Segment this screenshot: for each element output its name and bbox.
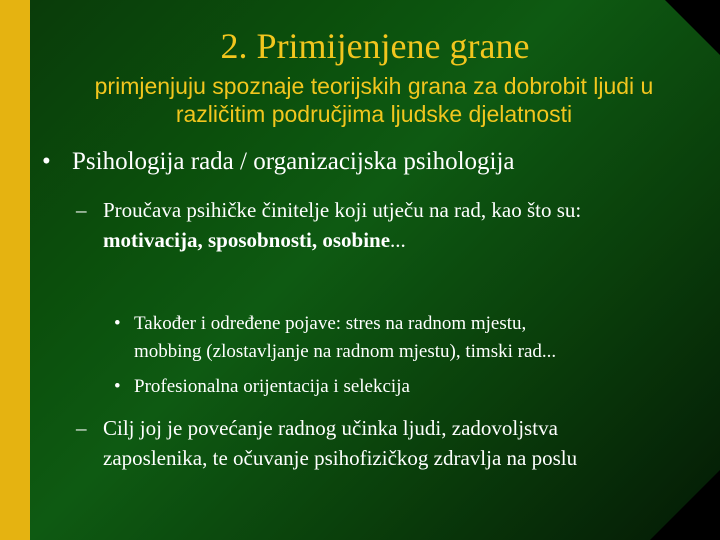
bold-keywords: motivacija, sposobnosti, osobine: [103, 228, 391, 252]
dash-marker: –: [76, 198, 87, 222]
subpoint-text: [103, 195, 703, 255]
subsub-text: [134, 310, 694, 366]
ellipsis: ...: [390, 228, 406, 252]
bullet-marker: •: [114, 376, 121, 397]
dash-marker: –: [76, 416, 87, 440]
subpoint-line-1: Cilj joj je povećanje radnog učinka ljudi, zadovoljstva: [103, 416, 558, 440]
subsub-line-1: Profesionalna orijentacija i selekcija: [134, 376, 410, 397]
subsub-text: [134, 373, 694, 401]
bullet-text: Psihologija rada / organizacijska psihologija: [72, 148, 515, 175]
subpoint-line-2: [103, 225, 703, 255]
accent-bar: [0, 0, 30, 540]
subtitle-line-1: primjenjuju spoznaje teorijskih grana za dobrobit ljudi u: [94, 73, 654, 99]
bullet-marker: •: [42, 148, 51, 175]
slide-title: 2. Primijenjene grane: [220, 26, 530, 66]
subsub-line-1: Također i određene pojave: stres na radnom mjestu,: [134, 313, 527, 334]
corner-decoration-bottom: [650, 470, 720, 540]
slide-subtitle: [38, 72, 710, 128]
bullet-marker: •: [114, 313, 121, 334]
subpoint-line-1: Proučava psihičke činitelje koji utječu na rad, kao što su:: [103, 198, 582, 222]
subsub-line-2: mobbing (zlostavljanje na radnom mjestu), timski rad...: [134, 341, 557, 362]
subtitle-line-2: različitim područjima ljudske djelatnosti: [175, 101, 573, 127]
subpoint-text: [103, 413, 703, 473]
subpoint-line-2: zaposlenika, te očuvanje psihofizičkog zdravlja na poslu: [103, 446, 578, 470]
